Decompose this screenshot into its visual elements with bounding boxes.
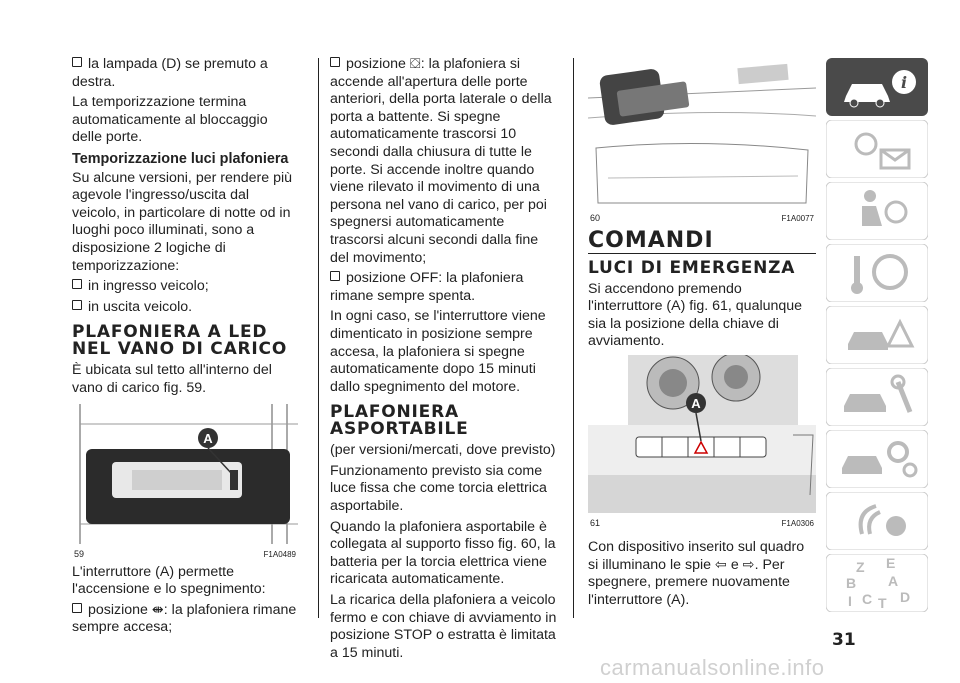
index-letter: A: [888, 573, 899, 589]
always-on-icon: ⇼: [151, 601, 164, 618]
portable-light-illustration: [588, 58, 816, 208]
car-maintenance-icon: [826, 368, 928, 426]
column-divider: [318, 58, 319, 618]
tab-emergency[interactable]: [826, 306, 928, 364]
list-item: la lampada (D) se premuto a destra.: [72, 56, 268, 90]
figure-number: 60: [590, 213, 601, 223]
turn-right-icon: ⇨: [742, 556, 755, 573]
callout-label: A: [203, 430, 213, 446]
section-heading: LUCI DI EMERGENZA: [588, 257, 796, 278]
paragraph: Funzionamento previsto sia come luce fissa che come torcia elettrica asportabile.: [330, 462, 547, 515]
airbag-seat-icon: [826, 182, 928, 240]
paragraph: È ubicata sul tetto all'interno del vano di carico fig. 59.: [72, 362, 272, 396]
index-letter: D: [900, 589, 911, 605]
index-letter: T: [878, 595, 887, 611]
tab-index[interactable]: [826, 554, 928, 612]
multimedia-icon: [826, 492, 928, 550]
figure-code: F1A0489: [263, 549, 296, 559]
figure-caption: [588, 513, 816, 529]
steering-key-icon: [826, 244, 928, 302]
figure-number: 61: [590, 517, 601, 528]
paragraph: La temporizzazione termina automaticamente al bloccaggio delle porte.: [72, 94, 268, 146]
index-letter: B: [846, 575, 857, 591]
index-letter: Z: [856, 559, 865, 575]
figure-61: [588, 355, 816, 513]
warning-lights-icon: [826, 120, 928, 178]
figure-caption: [588, 208, 816, 224]
figure-code: F1A0306: [781, 518, 814, 528]
list-item: posizione ⇼: la plafoniera rimane sempre accesa;: [72, 601, 297, 636]
paragraph: Su alcune versioni, per rendere più agevole l'ingresso/uscita dal veicolo, in particolare di notte od in luoghi poco illuminati, sono a disposizione 2 logiche di temporizzazione:: [72, 169, 293, 274]
tab-car-info[interactable]: [826, 58, 928, 116]
paragraph: Quando la plafoniera asportabile è collegata al supporto fisso fig. 60, la batteria per la torcia elettrica viene ricaricata automaticamente.: [330, 518, 556, 588]
column-3: [588, 58, 816, 612]
list-item: posizione OFF: la plafoniera rimane sempre spenta.: [330, 270, 524, 304]
paragraph: L'interruttore (A) permette l'accensione e lo spegnimento:: [72, 563, 266, 598]
svg-text:i: i: [900, 73, 908, 92]
list-item: in ingresso veicolo;: [72, 278, 298, 296]
tab-starting[interactable]: [826, 244, 928, 302]
paragraph: (per versioni/mercati, dove previsto): [330, 442, 556, 459]
figure-code: F1A0077: [781, 214, 814, 223]
tab-safety[interactable]: [826, 182, 928, 240]
index-letter: C: [862, 591, 873, 607]
column-divider: [573, 58, 574, 618]
settings-gears-icon: [826, 430, 928, 488]
figure-59: [72, 404, 298, 544]
callout-label: A: [691, 395, 701, 411]
column-2: [330, 56, 560, 665]
led-light-illustration: [72, 404, 298, 544]
car-info-icon: [826, 58, 928, 116]
paragraph: Con dispositivo inserito sul quadro si illuminano le spie ⇦ e ⇨. Per spegnere, premere nuovamente l'interruttore (A).: [588, 538, 805, 608]
figure-60: [588, 58, 816, 208]
emergency-car-icon: [826, 306, 928, 364]
figure-caption: [72, 544, 298, 560]
tab-warning-lights[interactable]: [826, 120, 928, 178]
sub-heading: Temporizzazione luci plafoniera: [72, 150, 289, 167]
chapter-heading: COMANDI: [588, 228, 714, 253]
index-letter: I: [848, 593, 852, 609]
page-number: 31: [832, 630, 856, 650]
section-heading: PLAFONIERA A LED NEL VANO DI CARICO: [72, 322, 288, 360]
door-open-icon: ⛋: [409, 56, 421, 72]
list-item: in uscita veicolo.: [72, 299, 298, 317]
tab-technical-data[interactable]: [826, 430, 928, 488]
watermark: carmanualsonline.info: [600, 655, 825, 680]
tab-maintenance[interactable]: [826, 368, 928, 426]
column-1: [72, 56, 298, 640]
section-heading: PLAFONIERA ASPORTABILE: [330, 402, 469, 440]
index-letters-icon: [826, 554, 928, 612]
paragraph: La ricarica della plafoniera a veicolo fermo e con chiave di avviamento in posizione STOP o estratta è limitata a 15 minuti.: [330, 592, 557, 661]
list-item: posizione ⛋: la plafoniera si accende all'apertura delle porte anteriori, della porta laterale o della porta a battente. Si spegne automaticamente trascorsi 10 secondi dalla chiusura di tutte le porte. Si accende inoltre quando viene rilevato il movimento di una persona nel vano di carico, per poi spegnersi automaticamente trascorsi alcuni secondi dalla fine del movimento;: [330, 56, 552, 266]
paragraph: In ogni caso, se l'interruttore viene dimenticato in posizione sempre accesa, la plafoniera si spegne automaticamente dopo 15 minuti dallo spegnimento del motore.: [330, 308, 546, 395]
turn-left-icon: ⇦: [714, 556, 727, 573]
index-letter: E: [886, 555, 896, 571]
tab-multimedia[interactable]: [826, 492, 928, 550]
hazard-switch-illustration: [588, 355, 816, 513]
paragraph: Si accendono premendo l'interruttore (A) fig. 61, qualunque sia la posizione della chiave di avviamento.: [588, 280, 803, 350]
figure-number: 59: [74, 548, 85, 559]
